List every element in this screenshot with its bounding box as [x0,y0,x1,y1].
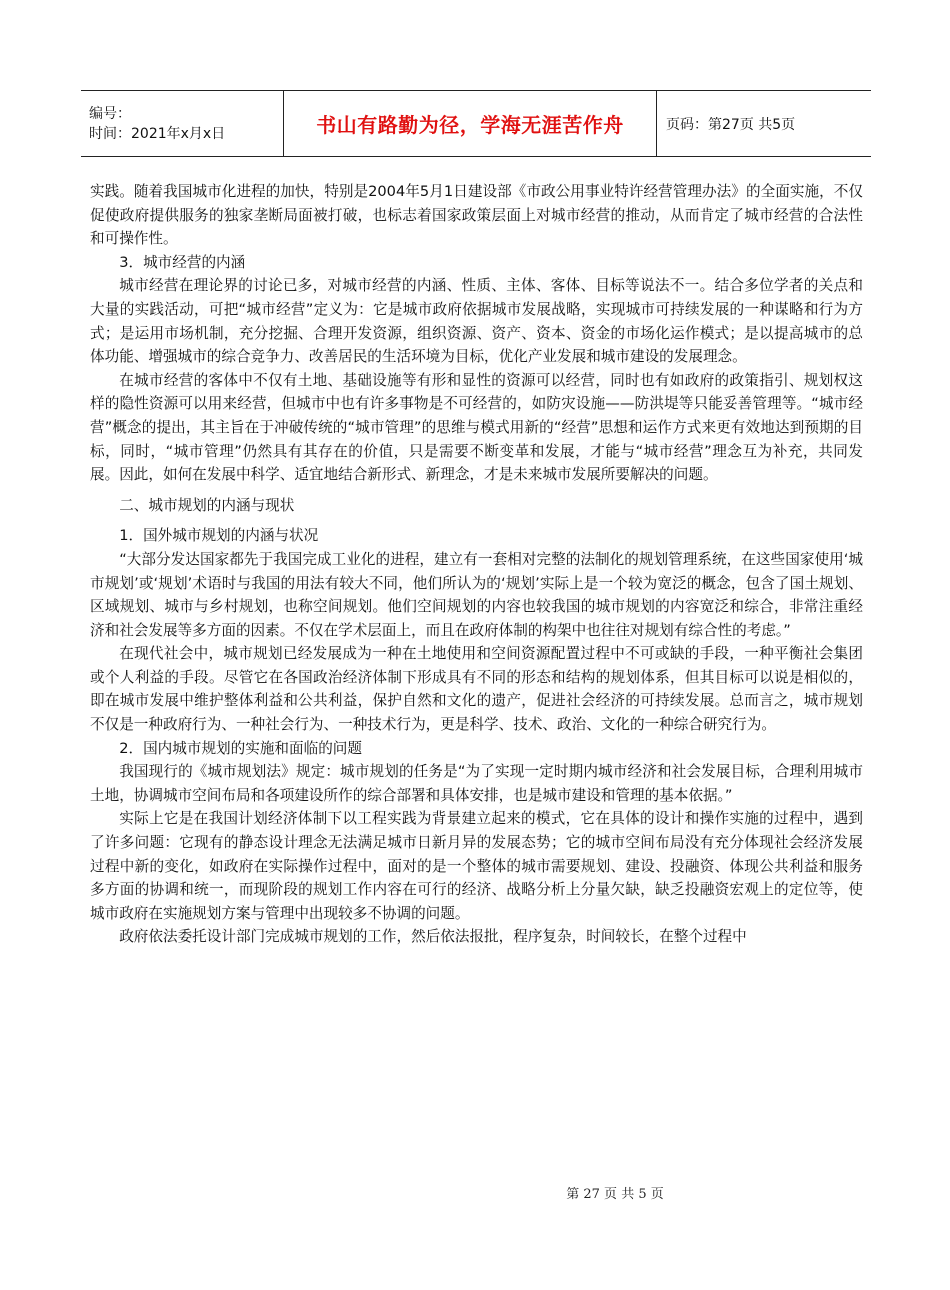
section-heading: 2．国内城市规划的实施和面临的问题 [119,739,362,757]
header-table [81,90,871,157]
header-page-code: 页码：第27页 共5页 [666,116,796,133]
section-heading: 二、城市规划的内涵与现状 [119,496,295,514]
paragraph: 政府依法委托设计部门完成城市规划的工作，然后依法报批，程序复杂，时间较长，在整个过程中 [119,928,747,946]
header-motto: 书山有路勤为径，学海无涯苦作舟 [316,113,624,137]
paragraph: 在城市经营的客体中不仅有土地、基础设施等有形和显性的资源可以经营，同时也有如政府的政策指引、规划权这样的隐性资源可以用来经营，但城市中也有许多事物是不可经营的，如防灾设施——防洪堤等只能妥善管理等。“城市经营”概念的提出，其主旨在于冲破传统的“城市管理”的思维与模式用新的“经营”思想和运作方式来更有效地达到预期的目标，同时，“城市管理”仍然具有其存在的价值，只是需要不断变革和发展，才能与“城市经营”理念互为补充，共同发展。因此，如何在发展中科学、适宜地结合新形式、新理念，才是未来城市发展所要解决的问题。 [90,371,863,484]
section-heading: 1．国外城市规划的内涵与状况 [119,527,319,545]
header-meta [81,91,283,156]
document-number-label: 编号： [89,105,131,122]
paragraph: 在现代社会中，城市规划已经发展成为一种在土地使用和空间资源配置过程中不可或缺的手段，一种平衡社会集团或个人利益的手段。尽管它在各国政治经济体制下形成具有不同的形态和结构的规划体系，但其目标可以说是相似的，即在城市发展中维护整体利益和公共利益，保护自然和文化的遗产，促进社会经济的可持续发展。总而言之，城市规划不仅是一种政府行为、一种社会行为、一种技术行为，更是科学、技术、政治、文化的一种综合研究行为。 [90,645,863,734]
page-footer: 第 27 页 共 5 页 [566,1187,664,1202]
document-body [90,180,863,949]
paragraph: 城市经营在理论界的讨论已多，对城市经营的内涵、性质、主体、客体、目标等说法不一。结合多位学者的关点和大量的实践活动，可把“城市经营”定义为：它是城市政府依据城市发展战略，实现城市可持续发展的一种谋略和行为方式；是运用市场机制，充分挖掘、合理开发资源，组织资源、资产、资本、资金的市场化运作模式；是以提高城市的总体功能、增强城市的综合竞争力、改善居民的生活环境为目标，优化产业发展和城市建设的发展理念。 [90,277,863,366]
section-heading: 3．城市经营的内涵 [119,253,246,271]
paragraph: “大部分发达国家都先于我国完成工业化的进程，建立有一套相对完整的法制化的规划管理系统，在这些国家使用‘城市规划’或‘规划’术语时与我国的用法有较大不同，他们所认为的‘规划’实际上是一个较为宽泛的概念，包含了国土规划、区域规划、城市与乡村规划，也称空间规划。他们空间规划的内容也较我国的城市规划的内容宽泛和综合，非常注重经济和社会发展等多方面的因素。不仅在学术层面上，而且在政府体制的构架中也往往对规划有综合性的考虑。” [90,550,863,639]
paragraph: 我国现行的《城市规划法》规定：城市规划的任务是“为了实现一定时期内城市经济和社会发展目标，合理利用城市土地，协调城市空间布局和各项建设所作的综合部署和具体安排，也是城市建设和管理的基本依据。” [90,763,863,804]
header-motto-cell [283,91,657,156]
paragraph: 实践。随着我国城市化进程的加快，特别是2004年5月1日建设部《市政公用事业特许经营管理办法》的全面实施，不仅促使政府提供服务的独家垄断局面被打破，也标志着国家政策层面上对城市经营的推动，从而肯定了城市经营的合法性和可操作性。 [90,183,863,248]
paragraph: 实际上它是在我国计划经济体制下以工程实践为背景建立起来的模式，它在具体的设计和操作实施的过程中，遇到了许多问题：它现有的静态设计理念无法满足城市日新月异的发展态势；它的城市空间布局没有充分体现社会经济发展过程中新的变化，如政府在实际操作过程中，面对的是一个整体的城市需要规划、建设、投融资、体现公共利益和服务多方面的协调和统一，而现阶段的规划工作内容在可行的经济、战略分析上分量欠缺，缺乏投融资宏观上的定位等，使城市政府在实施规划方案与管理中出现较多不协调的问题。 [90,810,863,922]
document-time-label: 时间：2021年x月x日 [89,125,226,142]
